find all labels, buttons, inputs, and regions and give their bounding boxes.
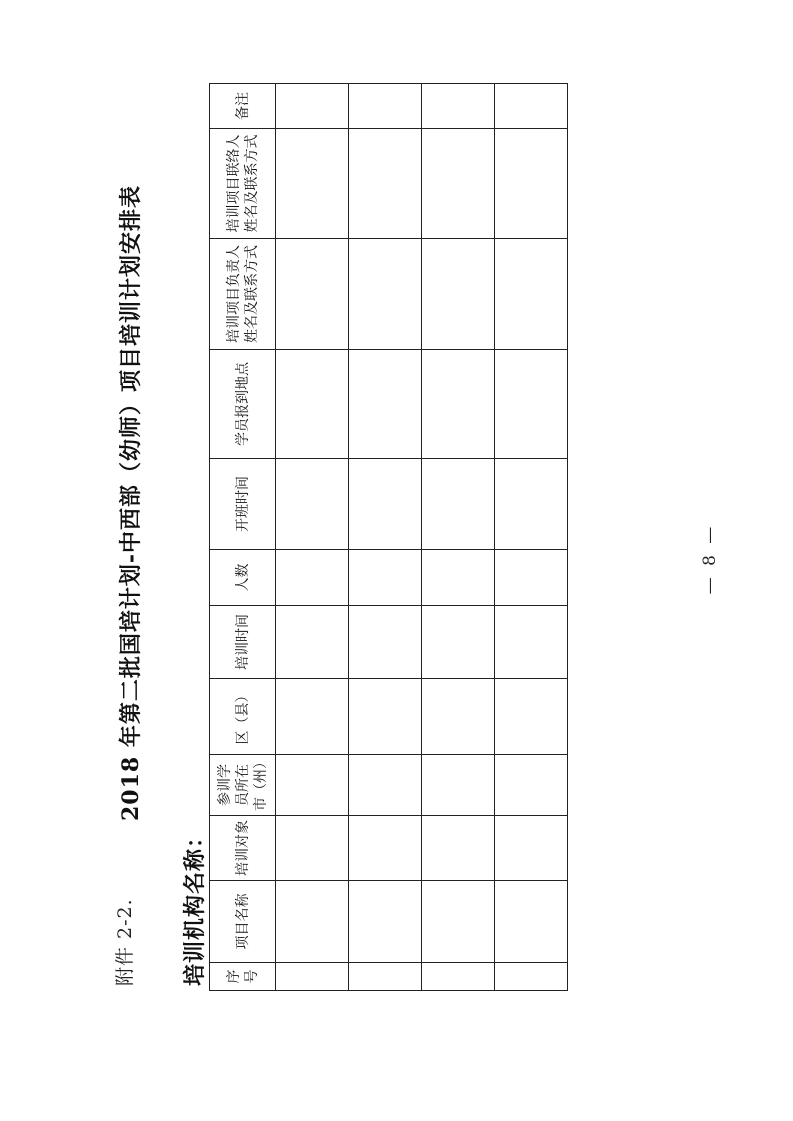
table-cell	[422, 350, 495, 459]
document-title: 2018 年第二批国培计划-中西部（幼师）项目培训计划安排表	[118, 184, 144, 821]
header-project-lead-contact: 培训项目负责人姓名及联系方式	[210, 239, 276, 350]
table-cell	[495, 963, 568, 991]
header-start-date: 开班时间	[210, 459, 276, 550]
table-cell	[422, 881, 495, 963]
table-cell	[276, 239, 349, 350]
table-cell	[349, 84, 422, 129]
table-cell	[276, 679, 349, 755]
table-cell	[349, 755, 422, 816]
table-cell	[495, 129, 568, 239]
table-cell	[422, 606, 495, 679]
header-training-time: 培训时间	[210, 606, 276, 679]
table-header-row	[210, 84, 276, 991]
header-check-in-location: 学员报到地点	[210, 350, 276, 459]
table-cell	[495, 755, 568, 816]
table-row	[349, 84, 422, 991]
header-county: 区（县）	[210, 679, 276, 755]
table-cell	[349, 350, 422, 459]
header-serial-number: 序号	[210, 963, 276, 991]
table-cell	[422, 550, 495, 606]
table-cell	[349, 679, 422, 755]
page-number: — 8 —	[700, 523, 720, 595]
table-cell	[276, 881, 349, 963]
table-cell	[422, 679, 495, 755]
table-cell	[349, 239, 422, 350]
table-cell	[349, 963, 422, 991]
table-cell	[422, 459, 495, 550]
training-plan-table	[209, 83, 568, 991]
table-cell	[349, 550, 422, 606]
table-cell	[276, 606, 349, 679]
table-cell	[276, 129, 349, 239]
table-cell	[276, 963, 349, 991]
table-cell	[495, 679, 568, 755]
table-row	[276, 84, 349, 991]
table-cell	[276, 550, 349, 606]
header-headcount: 人数	[210, 550, 276, 606]
table-cell	[422, 816, 495, 881]
table-cell	[495, 459, 568, 550]
table-cell	[495, 881, 568, 963]
table-cell	[276, 84, 349, 129]
table-cell	[349, 606, 422, 679]
attachment-label: 附件 2-2.	[114, 898, 136, 986]
table-cell	[422, 755, 495, 816]
table-cell	[422, 129, 495, 239]
header-city: 参训学员所在市（州）	[210, 755, 276, 816]
table-cell	[422, 963, 495, 991]
header-project-name: 项目名称	[210, 881, 276, 963]
table-cell	[349, 816, 422, 881]
table-cell	[276, 816, 349, 881]
table-cell	[495, 816, 568, 881]
header-remarks: 备注	[210, 84, 276, 129]
header-trainees: 培训对象	[210, 816, 276, 881]
table-cell	[422, 239, 495, 350]
table-cell	[495, 239, 568, 350]
table-row	[495, 84, 568, 991]
table-cell	[349, 881, 422, 963]
table-row	[422, 84, 495, 991]
header-liaison-contact: 培训项目联络人姓名及联系方式	[210, 129, 276, 239]
table-cell	[495, 550, 568, 606]
table-cell	[495, 84, 568, 129]
table-cell	[349, 129, 422, 239]
table-cell	[276, 755, 349, 816]
table-cell	[495, 350, 568, 459]
table-cell	[276, 459, 349, 550]
table-cell	[422, 84, 495, 129]
table-cell	[349, 459, 422, 550]
table-cell	[276, 350, 349, 459]
training-org-label: 培训机构名称：	[182, 824, 208, 986]
table-cell	[495, 606, 568, 679]
